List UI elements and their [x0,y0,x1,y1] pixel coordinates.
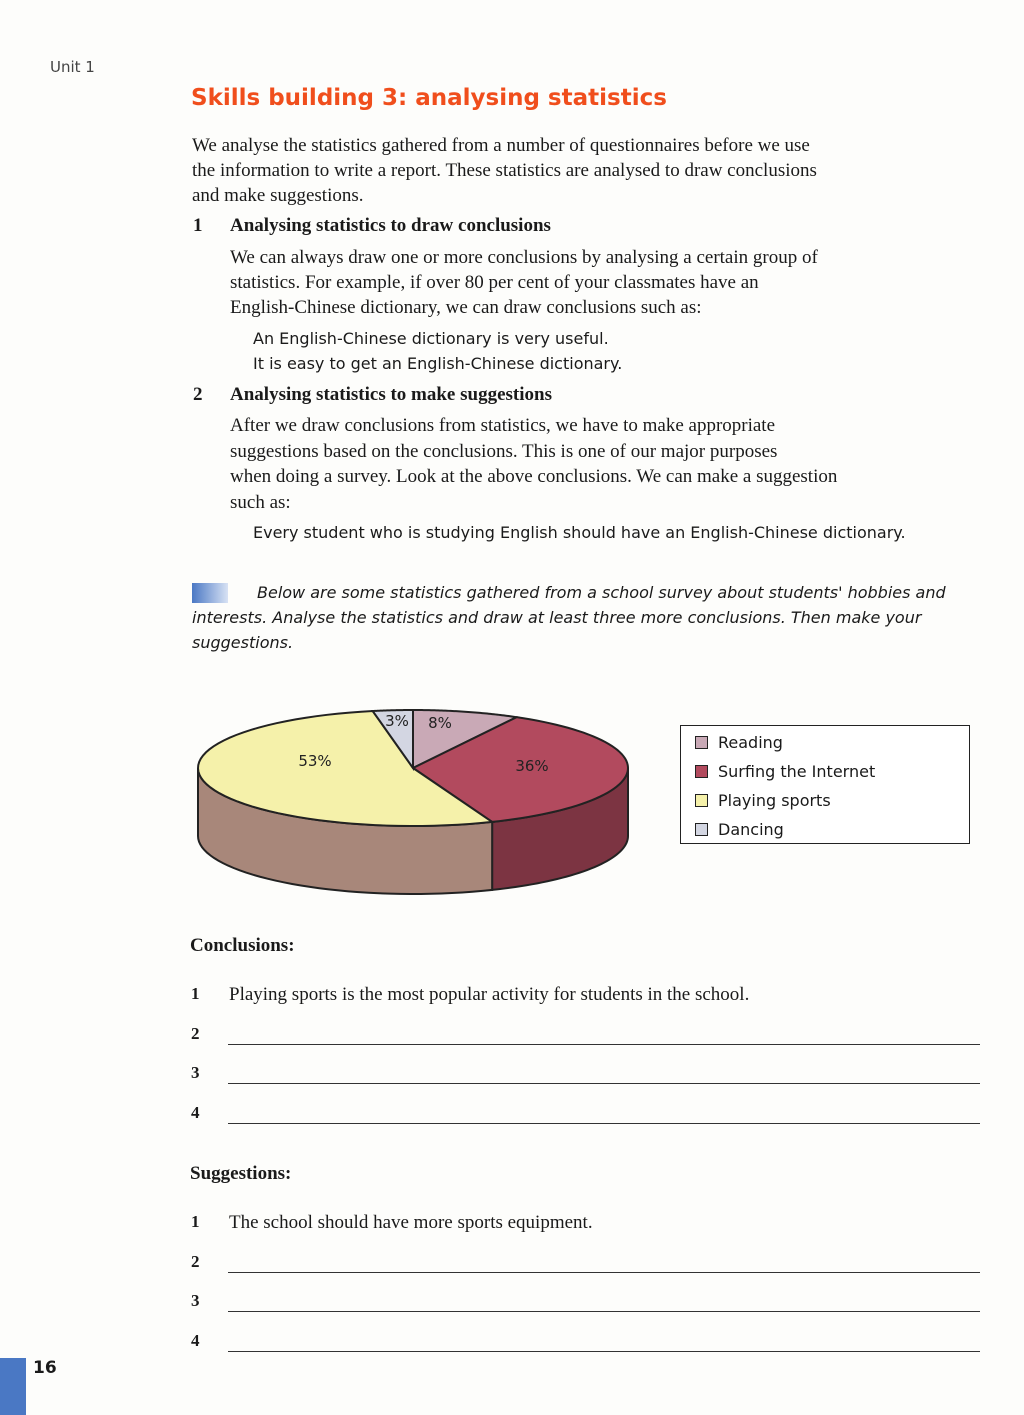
pie-data-label: 53% [298,752,332,770]
item-number: 3 [191,1291,200,1310]
unit-label: Unit 1 [50,58,95,76]
legend-item [695,762,875,781]
answer-blank-line[interactable] [228,1123,980,1124]
text-line: the information to write a report. These statistics are analysed to draw conclusions [192,160,817,181]
text-line: After we draw conclusions from statistics, we have to make appropriate [230,415,776,436]
legend-label: Reading [718,733,783,752]
text-line: such as: [230,491,291,513]
item-number: 2 [191,1023,200,1043]
item-number: 3 [191,1063,200,1082]
example-suggestion: Every student who is studying English should have an English-Chinese dictionary. [253,523,906,542]
text-line: English-Chinese dictionary, we can draw conclusions such as: [230,297,702,318]
answer-blank-line[interactable] [228,1351,980,1352]
pie-data-label: 36% [515,757,549,775]
answer-blank-line[interactable] [228,1272,980,1273]
section-1-heading: Analysing statistics to draw conclusions [230,215,551,236]
text-line: and make suggestions. [192,185,364,206]
legend-label: Surfing the Internet [718,762,876,781]
answer-blank-line[interactable] [228,1083,980,1084]
conclusions-heading: Conclusions: [190,935,295,956]
text-line: statistics. For example, if over 80 per cent of your classmates have an [230,272,759,293]
legend-label: Dancing [718,820,784,839]
item-text: The school should have more sports equipment. [229,1212,593,1233]
page-title: Skills building 3: analysing statistics [191,85,667,111]
answer-blank-line[interactable] [228,1044,980,1045]
text-line: interests. Analyse the statistics and draw at least three more conclusions. Then make your [192,608,922,627]
item-number: 4 [191,1330,200,1350]
suggestions-heading: Suggestions: [190,1163,292,1184]
example-conclusion: It is easy to get an English-Chinese dictionary. [253,354,623,373]
item-number: 2 [191,1251,200,1271]
legend-swatch [695,794,708,807]
answer-blank-line[interactable] [228,1311,980,1312]
legend-item [695,733,783,752]
legend-item [695,791,831,810]
item-number: 4 [191,1102,200,1122]
text-line: suggestions. [192,633,294,652]
legend-label: Playing sports [718,791,831,810]
example-conclusion: An English-Chinese dictionary is very useful. [253,329,609,348]
item-number: 1 [191,984,200,1003]
pie-data-label: 3% [385,712,409,730]
text-line: We analyse the statistics gathered from a number of questionnaires before we use [192,135,810,156]
text-line: Below are some statistics gathered from a school survey about students' hobbies and [257,583,946,602]
item-number: 1 [191,1212,200,1231]
text-line: suggestions based on the conclusions. This is one of our major purposes [230,440,778,462]
section-2-heading: Analysing statistics to make suggestions [230,384,552,405]
text-line: when doing a survey. Look at the above conclusions. We can make a suggestion [230,466,838,487]
item-text: Playing sports is the most popular activity for students in the school. [229,984,750,1005]
legend-swatch [695,765,708,778]
text-line: We can always draw one or more conclusions by analysing a certain group of [230,247,818,268]
legend-swatch [695,736,708,749]
page-number: 16 [33,1358,57,1378]
chart-legend [680,725,970,844]
section-2-number: 2 [193,384,203,405]
legend-swatch [695,823,708,836]
pie-data-label: 8% [428,714,452,732]
section-1-number: 1 [193,215,203,236]
legend-item [695,820,784,839]
page-tab-marker [0,1358,26,1415]
